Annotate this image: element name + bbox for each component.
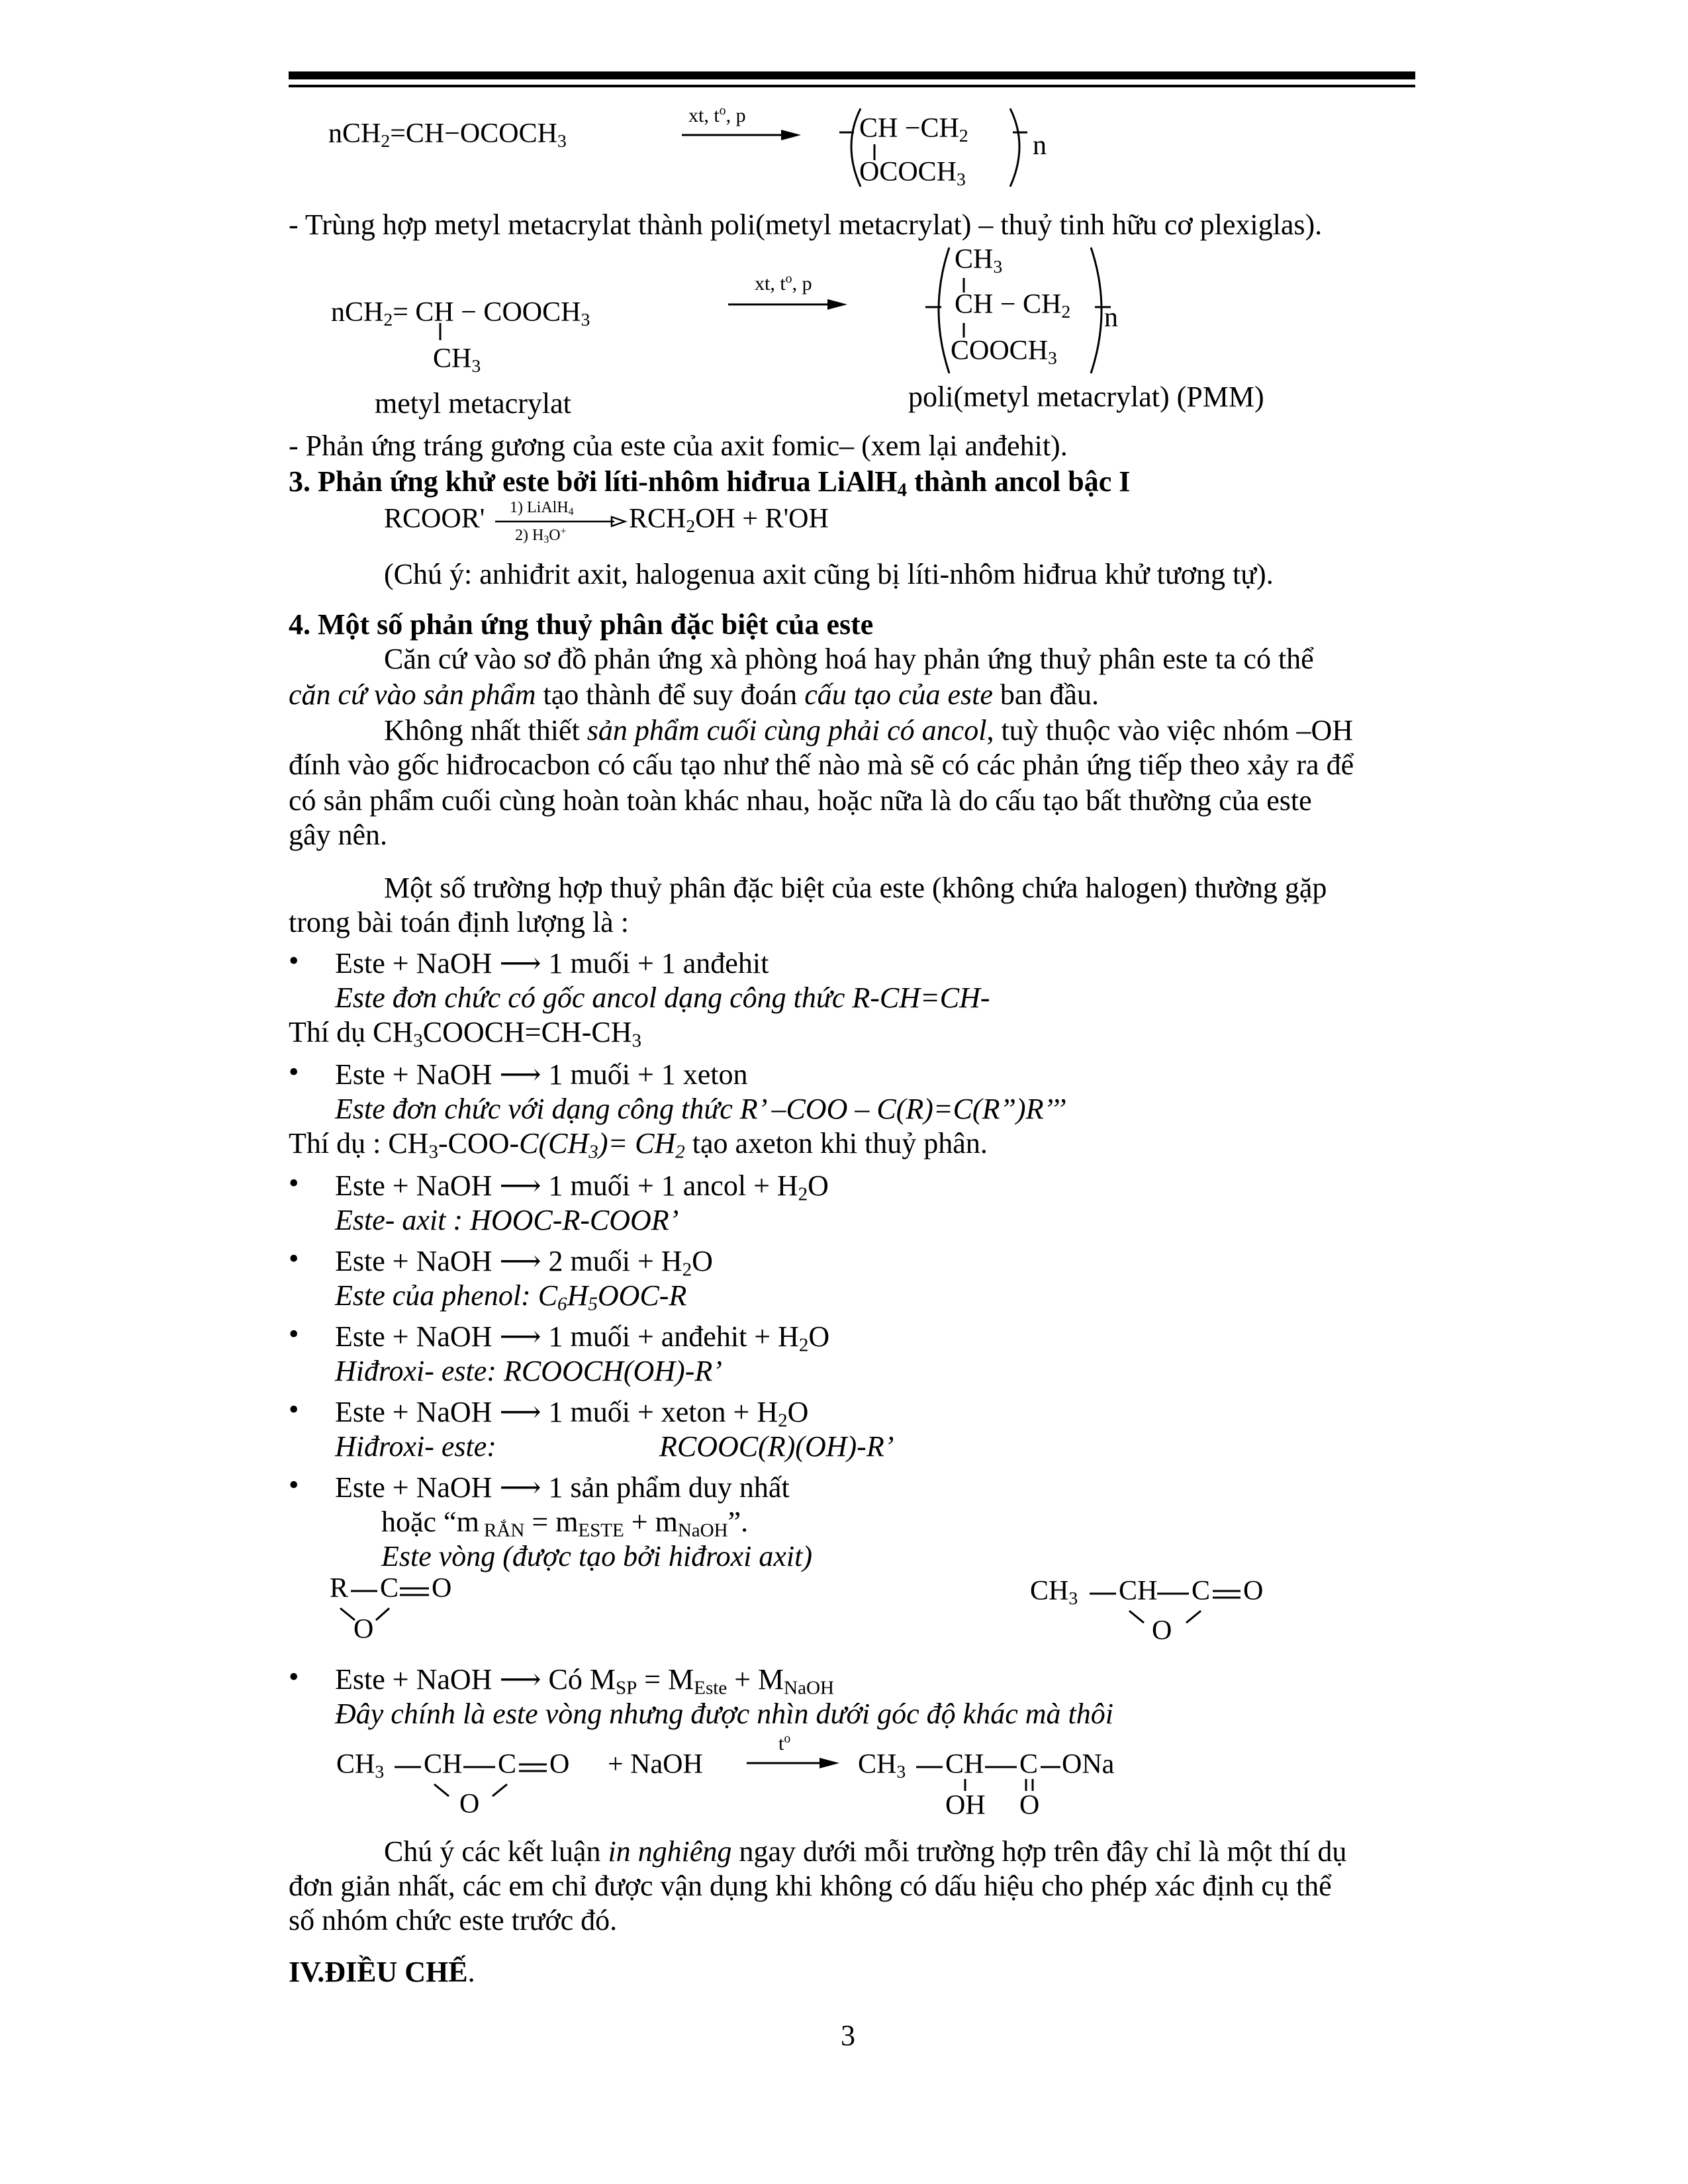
para4-line3: số nhóm chức este trước đó.: [289, 1904, 618, 1936]
reaction1-condition: xt, $t^o$, p: [688, 103, 746, 126]
line-plexiglas: - Trùng hợp metyl metacrylat thành poli(metyl metacrylat) – thuỷ tinh hữu cơ plexiglas).: [289, 208, 1323, 241]
ring1-o-ring: O: [353, 1614, 374, 1645]
reaction3-right: $RCH_2OH + R'OH$: [629, 504, 829, 536]
case6-description-formula: RCOOC(R)(OH)-R’: [659, 1430, 894, 1463]
reaction2-product-top: $CH_3$: [955, 244, 1003, 277]
heading-3: 3. Phản ứng khử este bởi líti-nhôm hiđrua LiAlH$_4$ thành ancol bậc I: [289, 465, 1131, 501]
case2-equation: Este + NaOH ⟶ 1 muối + 1 xeton: [335, 1058, 748, 1091]
case5-description: Hiđroxi- este: RCOOCH(OH)-R’: [335, 1355, 722, 1387]
reaction4-product-oh: OH: [945, 1790, 986, 1821]
reaction2-condition: xt, $t^o$, p: [755, 271, 812, 295]
ring1-c: C: [380, 1573, 399, 1604]
reaction4-product-ona: ONa: [1062, 1749, 1115, 1780]
para2-line3: có sản phẩm cuối cùng hoàn toàn khác nhau, hoặc nữa là do cấu tạo bất thường của este: [289, 784, 1312, 817]
reaction2-product-middle: CH − $CH_2$: [955, 289, 1071, 322]
reaction2-reactant: nCH$_2$= CH − $COOCH_3$: [331, 297, 590, 330]
reaction4-arrow: [747, 1758, 846, 1771]
ring1-r: R: [330, 1573, 349, 1604]
para1-line1: Căn cứ vào sơ đồ phản ứng xà phòng hoá hay phản ứng thuỷ phân este ta có thể: [384, 643, 1314, 675]
ring2-o-ring: O: [1152, 1615, 1172, 1646]
reaction4-reactant-bonds: [391, 1755, 589, 1808]
reaction2-product-bottom: $COOCH_3$: [951, 336, 1057, 368]
reaction2-reactant-branch: $CH_3$: [433, 343, 481, 376]
case7-equation: Este + NaOH ⟶ 1 sản phẩm duy nhất: [335, 1471, 790, 1504]
ring2-ch: CH: [1119, 1576, 1158, 1606]
ring2-c: C: [1192, 1576, 1211, 1606]
reaction1-product-bottom: $OCOCH_3$: [859, 157, 966, 189]
reaction2-reactant-bond: [437, 323, 444, 343]
ring2-bonds: [1086, 1582, 1284, 1635]
bullet: •: [289, 1242, 299, 1275]
bullet: •: [289, 944, 299, 977]
heading-iv: IV.ĐIỀU CHẾ.: [289, 1956, 475, 1988]
reaction1-product-top: CH $-CH_2$: [859, 113, 968, 146]
case6-equation: Este + NaOH ⟶ 1 muối + xeton + $H_2O$: [335, 1396, 809, 1432]
reaction3-condition-top: 1) LiAlH$_4$: [510, 499, 574, 518]
para4-line1: Chú ý các kết luận in nghiêng ngay dưới mỗi trường hợp trên đây chỉ là một thí dụ: [384, 1835, 1347, 1868]
reaction4-product-ch: CH: [945, 1749, 984, 1780]
header-rule-thick: [289, 71, 1415, 79]
reaction4-product-c: C: [1019, 1749, 1039, 1780]
case2-description: Este đơn chức với dạng công thức R’ –COO – C(R)=C(R”)R’’’: [335, 1093, 1066, 1125]
ring1-o-double: O: [432, 1573, 452, 1604]
reaction1-reactant: $nCH_2=CH-OCOCH_3$: [328, 118, 567, 151]
case6-description-label: Hiđroxi- este:: [335, 1430, 496, 1463]
ring1-bonds: [331, 1579, 463, 1632]
case3-equation: Este + NaOH ⟶ 1 muối + 1 ancol + $H_2O$: [335, 1169, 829, 1205]
case1-example: Thí dụ $CH_3COOCH=CH-CH_3$: [289, 1016, 641, 1052]
para2-line1: Không nhất thiết sản phẩm cuối cùng phải có ancol, tuỳ thuộc vào việc nhóm –OH: [384, 714, 1354, 747]
reaction2-n: n: [1104, 302, 1118, 333]
case8-description: Đây chính là este vòng nhưng được nhìn dưới góc độ khác mà thôi: [335, 1698, 1113, 1730]
bullet: •: [289, 1469, 299, 1501]
line-trang-guong: - Phản ứng tráng gương của este của axit fomic– (xem lại anđehit).: [289, 430, 1068, 462]
case4-description: Este của phenol: $C_6H_5OOC-R$: [335, 1279, 687, 1315]
case2-example: Thí dụ : $CH_3-COO-C(CH_3)= CH_2$ tạo axeton khi thuỷ phân.: [289, 1127, 988, 1163]
bullet: •: [289, 1056, 299, 1088]
case1-equation: Este + NaOH ⟶ 1 muối + 1 anđehit: [335, 947, 769, 979]
para2-line4: gây nên.: [289, 819, 388, 851]
reaction4-o-double: O: [549, 1749, 570, 1780]
bullet: •: [289, 1167, 299, 1199]
bullet: •: [289, 1661, 299, 1693]
reaction4-o-ring: O: [459, 1789, 480, 1819]
reaction4-condition: $t^o$: [778, 1731, 791, 1754]
reaction4-product-ch3: $CH_3$: [858, 1749, 906, 1782]
reaction2-product-name: poli(metyl metacrylat) (PMM): [908, 381, 1264, 413]
heading-4: 4. Một số phản ứng thuỷ phân đặc biệt của este: [289, 608, 874, 641]
case7-description: Este vòng (được tạo bởi hiđroxi axit): [381, 1540, 812, 1572]
para1-line2: căn cứ vào sản phẩm tạo thành để suy đoán cấu tạo của este ban đầu.: [289, 678, 1099, 711]
case3-description: Este- axit : HOOC-R-COOR’: [335, 1204, 679, 1236]
note-anhidrit: (Chú ý: anhiđrit axit, halogenua axit cũng bị líti-nhôm hiđrua khử tương tự).: [384, 558, 1274, 590]
reaction4-ch: CH: [424, 1749, 463, 1780]
ring2-o-double: O: [1243, 1576, 1264, 1606]
para4-line2: đơn giản nhất, các em chỉ được vận dụng khi không có dấu hiệu cho phép xác định cụ thể: [289, 1870, 1332, 1902]
bullet: •: [289, 1318, 299, 1350]
case4-equation: Este + NaOH ⟶ 2 muối + $H_2O$: [335, 1245, 713, 1281]
para2-line2: đính vào gốc hiđrocacbon có cấu tạo như thế nào mà sẽ có các phản ứng tiếp theo xảy ra để: [289, 749, 1354, 781]
para3-line1: Một số trường hợp thuỷ phân đặc biệt của este (không chứa halogen) thường gặp: [384, 872, 1327, 904]
reaction3-condition-bottom: 2) $H_3O^+$: [515, 525, 567, 545]
reaction1-n: n: [1033, 130, 1047, 161]
reaction4-product-bonds: [914, 1755, 1072, 1795]
case8-equation: Este + NaOH ⟶ Có $M_{SP} = M_{Este} + M_{NaOH}$: [335, 1663, 834, 1699]
reaction3-left: RCOOR': [384, 504, 485, 534]
reaction4-naoh: + NaOH: [608, 1749, 703, 1780]
reaction2-arrow: [728, 299, 847, 312]
case7-mass: hoặc “m $_{RẮN} = m_{ESTE} + m_{NaOH}$”.: [381, 1506, 749, 1541]
bullet: •: [289, 1393, 299, 1426]
reaction4-ch3: $CH_3$: [336, 1749, 385, 1782]
page-number: 3: [841, 2019, 855, 2052]
case5-equation: Este + NaOH ⟶ 1 muối + anđehit + $H_2O$: [335, 1320, 830, 1356]
para3-line2: trong bài toán định lượng là :: [289, 906, 629, 938]
case1-description: Este đơn chức có gốc ancol dạng công thức R-CH=CH-: [335, 981, 990, 1014]
reaction2-reactant-name: metyl metacrylat: [375, 387, 571, 420]
reaction4-c: C: [498, 1749, 517, 1780]
ring2-ch3: $CH_3$: [1030, 1576, 1078, 1608]
header-rule-thin: [289, 85, 1415, 87]
reaction4-product-o: O: [1019, 1790, 1040, 1821]
reaction1-arrow: [682, 130, 801, 143]
